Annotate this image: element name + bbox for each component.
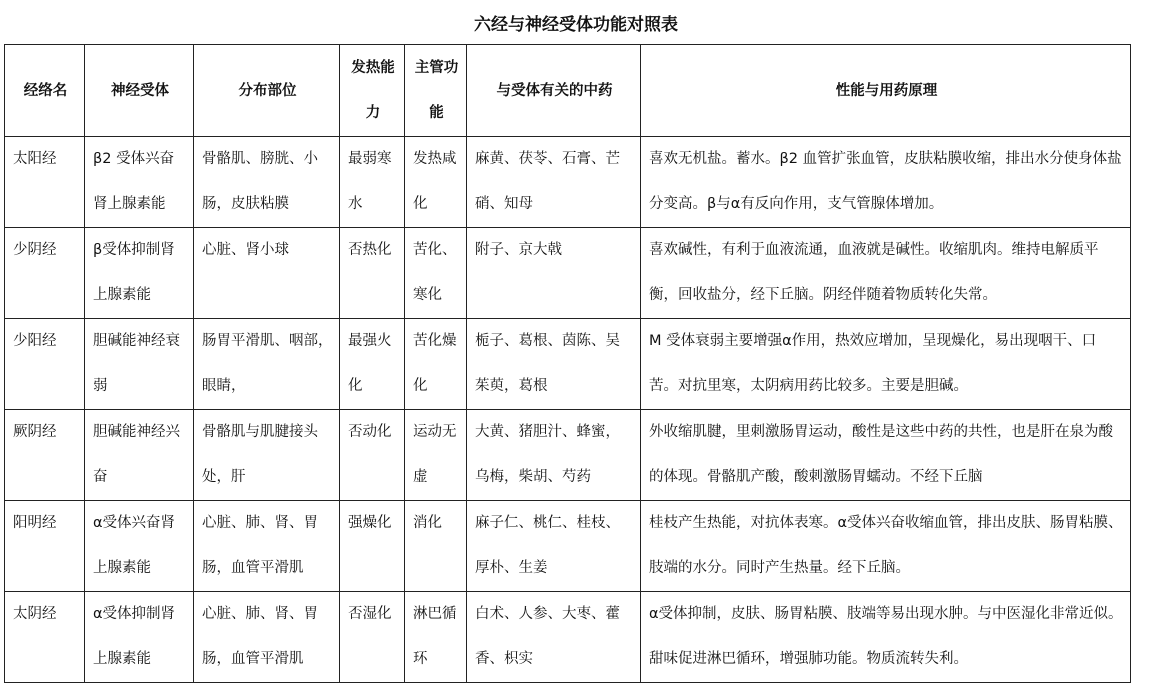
cell-receptor: β2 受体兴奋肾上腺素能	[85, 137, 194, 228]
cell-meridian: 太阳经	[5, 137, 85, 228]
header-heat: 发热能力	[340, 45, 405, 137]
cell-principle: 外收缩肌腱，里刺激肠胃运动，酸性是这些中药的共性，也是肝在泉为酸的体现。骨骼肌产酸，酸刺激肠胃蠕动。不经下丘脑	[641, 410, 1131, 501]
cell-function: 消化	[405, 501, 467, 592]
cell-location: 心脏、肺、肾、胃肠，血管平滑肌	[194, 501, 340, 592]
cell-function: 运动无虚	[405, 410, 467, 501]
table-header-row	[5, 45, 1131, 137]
cell-heat: 否热化	[340, 228, 405, 319]
cell-receptor: α受体抑制肾上腺素能	[85, 592, 194, 683]
header-receptor: 神经受体	[85, 45, 194, 137]
cell-location: 骨骼肌与肌腱接头处，肝	[194, 410, 340, 501]
table-row	[5, 410, 1131, 501]
cell-meridian: 厥阴经	[5, 410, 85, 501]
cell-function: 淋巴循环	[405, 592, 467, 683]
cell-meridian: 少阳经	[5, 319, 85, 410]
cell-herbs: 附子、京大戟	[467, 228, 641, 319]
cell-principle: α受体抑制，皮肤、肠胃粘膜、肢端等易出现水肿。与中医湿化非常近似。甜味促进淋巴循环，增强肺功能。物质流转失利。	[641, 592, 1131, 683]
cell-heat: 强燥化	[340, 501, 405, 592]
cell-receptor: β受体抑制肾上腺素能	[85, 228, 194, 319]
cell-herbs: 白术、人参、大枣、藿香、枳实	[467, 592, 641, 683]
cell-meridian: 太阴经	[5, 592, 85, 683]
cell-herbs: 大黄、猪胆汁、蜂蜜，乌梅，柴胡、芍药	[467, 410, 641, 501]
header-principle: 性能与用药原理	[641, 45, 1131, 137]
table-row	[5, 137, 1131, 228]
cell-location: 心脏、肾小球	[194, 228, 340, 319]
cell-heat: 否动化	[340, 410, 405, 501]
comparison-table	[4, 44, 1131, 683]
header-herbs: 与受体有关的中药	[467, 45, 641, 137]
cell-principle: 喜欢无机盐。蓄水。β2 血管扩张血管，皮肤粘膜收缩，排出水分使身体盐分变高。β与α有反向作用，支气管腺体增加。	[641, 137, 1131, 228]
cell-principle: 桂枝产生热能，对抗体表寒。α受体兴奋收缩血管，排出皮肤、肠胃粘膜、肢端的水分。同时产生热量。经下丘脑。	[641, 501, 1131, 592]
table-row	[5, 228, 1131, 319]
document-title: 六经与神经受体功能对照表	[474, 15, 678, 35]
cell-herbs: 麻黄、茯苓、石膏、芒硝、知母	[467, 137, 641, 228]
cell-location: 肠胃平滑肌、咽部，眼睛，	[194, 319, 340, 410]
table-row	[5, 319, 1131, 410]
cell-function: 苦化、寒化	[405, 228, 467, 319]
cell-receptor: 胆碱能神经兴奋	[85, 410, 194, 501]
cell-function: 苦化燥化	[405, 319, 467, 410]
header-meridian: 经络名	[5, 45, 85, 137]
cell-function: 发热咸化	[405, 137, 467, 228]
table-row	[5, 501, 1131, 592]
cell-herbs: 麻子仁、桃仁、桂枝、厚朴、生姜	[467, 501, 641, 592]
cell-receptor: 胆碱能神经衰弱	[85, 319, 194, 410]
cell-meridian: 阳明经	[5, 501, 85, 592]
cell-location: 心脏、肺、肾、胃肠，血管平滑肌	[194, 592, 340, 683]
cell-herbs: 栀子、葛根、茵陈、吴茱萸，葛根	[467, 319, 641, 410]
table-row	[5, 592, 1131, 683]
cell-principle: M 受体衰弱主要增强α作用，热效应增加，呈现燥化，易出现咽干、口苦。对抗里寒，太阴病用药比较多。主要是胆碱。	[641, 319, 1131, 410]
cell-meridian: 少阴经	[5, 228, 85, 319]
cell-heat: 否湿化	[340, 592, 405, 683]
cell-heat: 最弱寒水	[340, 137, 405, 228]
header-function: 主管功能	[405, 45, 467, 137]
cell-heat: 最强火化	[340, 319, 405, 410]
cell-principle: 喜欢碱性，有利于血液流通，血液就是碱性。收缩肌肉。维持电解质平衡，回收盐分，经下丘脑。阴经伴随着物质转化失常。	[641, 228, 1131, 319]
header-location: 分布部位	[194, 45, 340, 137]
cell-receptor: α受体兴奋肾上腺素能	[85, 501, 194, 592]
cell-location: 骨骼肌、膀胱、小肠，皮肤粘膜	[194, 137, 340, 228]
